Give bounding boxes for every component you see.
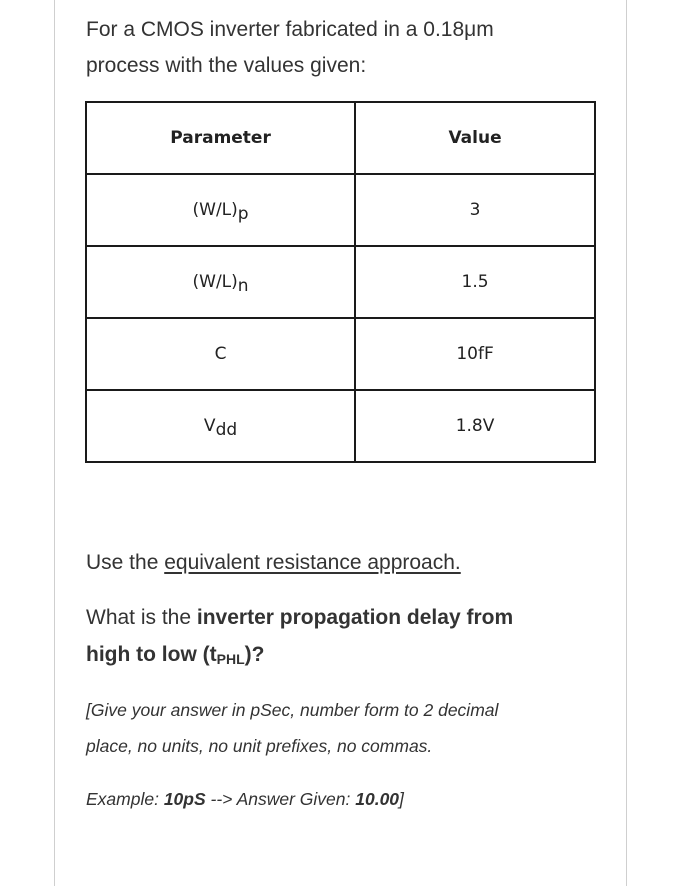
table-row xyxy=(86,246,595,318)
param-subscript: dd xyxy=(215,420,238,440)
question-prefix: What is the xyxy=(86,606,197,629)
value-cell: 1.5 xyxy=(355,246,595,318)
question-suffix: )? xyxy=(244,643,265,666)
param-main: (W/L) xyxy=(192,200,238,220)
intro-text xyxy=(86,12,606,84)
value-cell: 10fF xyxy=(355,318,595,390)
example-middle: --> Answer Given: xyxy=(205,789,356,809)
example-prefix: Example: xyxy=(86,789,164,809)
param-main: (W/L) xyxy=(192,272,238,292)
param-cell xyxy=(86,246,355,318)
header-parameter: Parameter xyxy=(86,102,355,174)
header-value: Value xyxy=(355,102,595,174)
example-suffix: ] xyxy=(399,789,404,809)
approach-link[interactable]: equivalent resistance approach. xyxy=(164,551,461,574)
table-header-row xyxy=(86,102,595,174)
param-cell xyxy=(86,318,355,390)
table-row xyxy=(86,390,595,462)
value-cell: 1.8V xyxy=(355,390,595,462)
right-border xyxy=(626,0,627,886)
param-cell xyxy=(86,174,355,246)
example-bold-1: 10pS xyxy=(163,789,206,809)
value-cell: 3 xyxy=(355,174,595,246)
question-text xyxy=(86,599,606,675)
parameter-table xyxy=(85,101,596,463)
example-text xyxy=(86,784,404,814)
question-bold-1: inverter propagation delay from xyxy=(196,606,514,629)
intro-line-2: process with the values given: xyxy=(86,54,367,77)
approach-prefix: Use the xyxy=(86,551,165,574)
question-line-2 xyxy=(86,636,606,675)
instructions-line-2: place, no units, no unit prefixes, no commas. xyxy=(86,736,433,756)
table-row xyxy=(86,318,595,390)
left-border xyxy=(54,0,55,886)
question-bold-2: high to low (t xyxy=(86,643,217,666)
question-subscript: PHL xyxy=(216,651,245,667)
intro-line-1: For a CMOS inverter fabricated in a 0.18μm xyxy=(86,18,494,41)
param-cell xyxy=(86,390,355,462)
param-subscript: p xyxy=(237,204,249,224)
example-bold-2: 10.00 xyxy=(355,789,400,809)
param-main: V xyxy=(203,416,216,436)
instructions-line-1: [Give your answer in pSec, number form to 2 decimal xyxy=(86,700,499,720)
param-main: C xyxy=(214,344,227,364)
param-subscript: n xyxy=(237,276,249,296)
question-line-1 xyxy=(86,599,606,636)
instructions-text xyxy=(86,692,606,764)
approach-text xyxy=(86,547,461,579)
table-row xyxy=(86,174,595,246)
